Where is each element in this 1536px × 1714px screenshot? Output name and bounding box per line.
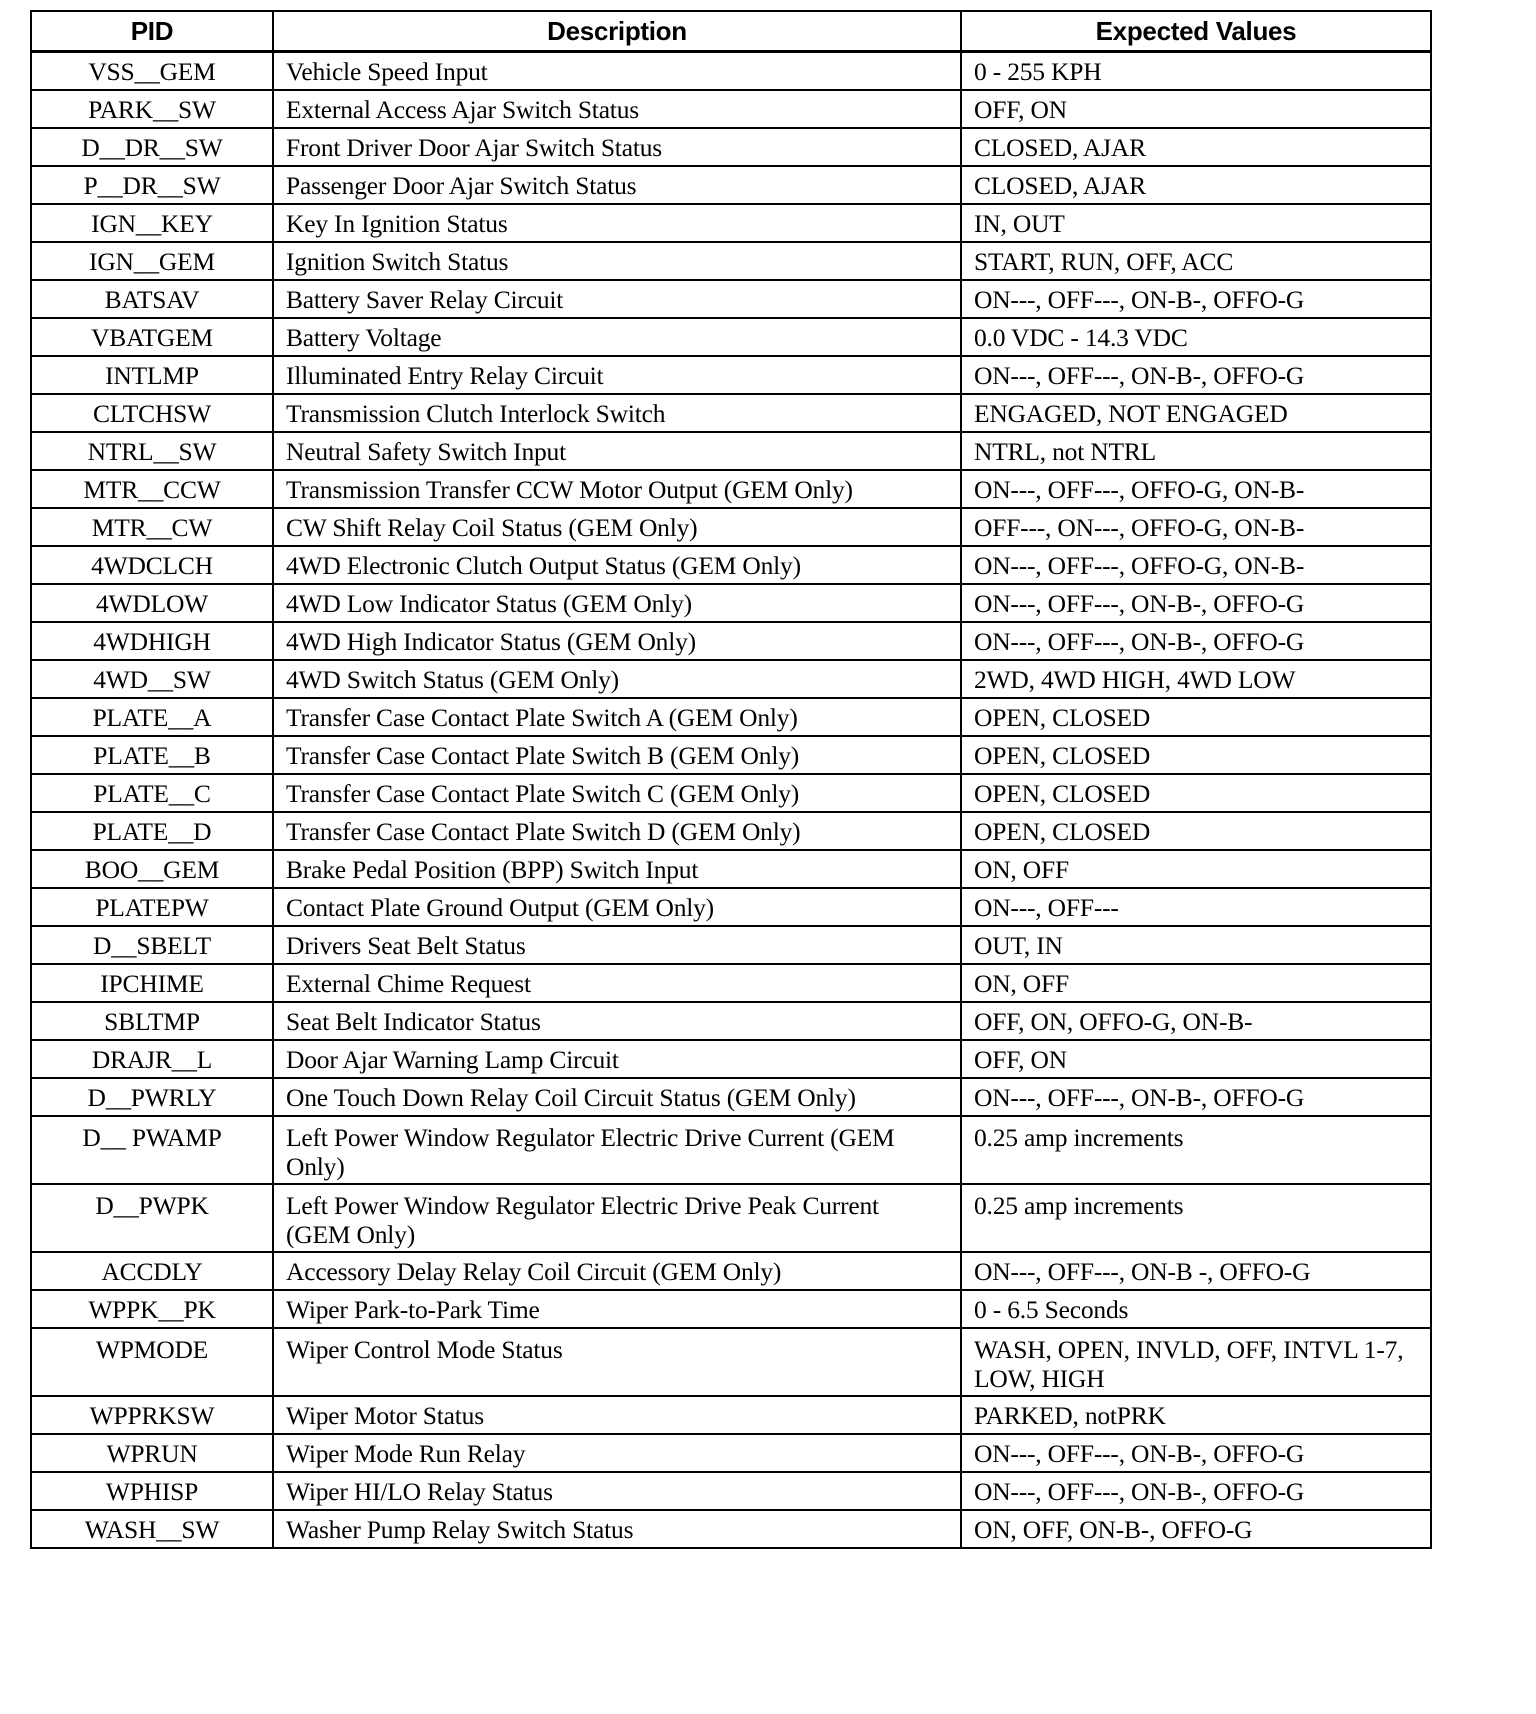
pid-cell: WPHISP bbox=[31, 1472, 273, 1510]
pid-cell: D__SBELT bbox=[31, 926, 273, 964]
table-row bbox=[31, 318, 1431, 356]
table-row bbox=[31, 660, 1431, 698]
pid-cell: PLATE__C bbox=[31, 774, 273, 812]
expected-values-cell: OFF, ON bbox=[961, 1040, 1431, 1078]
pid-cell: WPRUN bbox=[31, 1434, 273, 1472]
pid-cell: NTRL__SW bbox=[31, 432, 273, 470]
description-cell: Wiper Park-to-Park Time bbox=[273, 1290, 961, 1328]
description-cell: Drivers Seat Belt Status bbox=[273, 926, 961, 964]
pid-cell: CLTCHSW bbox=[31, 394, 273, 432]
header-pid: PID bbox=[31, 11, 273, 52]
pid-cell: 4WDLOW bbox=[31, 584, 273, 622]
pid-cell: ACCDLY bbox=[31, 1252, 273, 1290]
table-row bbox=[31, 812, 1431, 850]
description-cell: Battery Saver Relay Circuit bbox=[273, 280, 961, 318]
table-row bbox=[31, 1116, 1431, 1184]
table-row bbox=[31, 774, 1431, 812]
description-cell: Door Ajar Warning Lamp Circuit bbox=[273, 1040, 961, 1078]
description-cell: Accessory Delay Relay Coil Circuit (GEM Only) bbox=[273, 1252, 961, 1290]
table-row bbox=[31, 1078, 1431, 1116]
header-row bbox=[31, 11, 1431, 52]
description-cell: Seat Belt Indicator Status bbox=[273, 1002, 961, 1040]
table-row bbox=[31, 470, 1431, 508]
description-cell: Transfer Case Contact Plate Switch D (GEM Only) bbox=[273, 812, 961, 850]
pid-cell: DRAJR__L bbox=[31, 1040, 273, 1078]
description-cell: Passenger Door Ajar Switch Status bbox=[273, 166, 961, 204]
pid-cell: D__DR__SW bbox=[31, 128, 273, 166]
description-cell: Ignition Switch Status bbox=[273, 242, 961, 280]
description-cell: Transfer Case Contact Plate Switch B (GEM Only) bbox=[273, 736, 961, 774]
expected-values-cell: OPEN, CLOSED bbox=[961, 698, 1431, 736]
expected-values-cell: 0 - 255 KPH bbox=[961, 52, 1431, 90]
pid-cell: WPMODE bbox=[31, 1328, 273, 1396]
pid-cell: MTR__CCW bbox=[31, 470, 273, 508]
pid-cell: IPCHIME bbox=[31, 964, 273, 1002]
description-cell: Wiper Mode Run Relay bbox=[273, 1434, 961, 1472]
expected-values-cell: WASH, OPEN, INVLD, OFF, INTVL 1-7, LOW, HIGH bbox=[961, 1328, 1431, 1396]
description-cell: One Touch Down Relay Coil Circuit Status (GEM Only) bbox=[273, 1078, 961, 1116]
table-row bbox=[31, 1472, 1431, 1510]
table-row bbox=[31, 888, 1431, 926]
pid-cell: PARK__SW bbox=[31, 90, 273, 128]
description-cell: 4WD High Indicator Status (GEM Only) bbox=[273, 622, 961, 660]
pid-cell: WPPK__PK bbox=[31, 1290, 273, 1328]
pid-cell: BATSAV bbox=[31, 280, 273, 318]
expected-values-cell: ENGAGED, NOT ENGAGED bbox=[961, 394, 1431, 432]
expected-values-cell: PARKED, notPRK bbox=[961, 1396, 1431, 1434]
table-row bbox=[31, 1510, 1431, 1548]
pid-cell: P__DR__SW bbox=[31, 166, 273, 204]
table-row bbox=[31, 1328, 1431, 1396]
description-cell: Wiper Control Mode Status bbox=[273, 1328, 961, 1396]
description-cell: Left Power Window Regulator Electric Drive Peak Current (GEM Only) bbox=[273, 1184, 961, 1252]
description-cell: Front Driver Door Ajar Switch Status bbox=[273, 128, 961, 166]
pid-cell: PLATE__D bbox=[31, 812, 273, 850]
table-row bbox=[31, 204, 1431, 242]
expected-values-cell: ON, OFF bbox=[961, 964, 1431, 1002]
expected-values-cell: CLOSED, AJAR bbox=[961, 166, 1431, 204]
description-cell: Washer Pump Relay Switch Status bbox=[273, 1510, 961, 1548]
expected-values-cell: ON---, OFF---, OFFO-G, ON-B- bbox=[961, 546, 1431, 584]
table-row bbox=[31, 1434, 1431, 1472]
pid-cell: MTR__CW bbox=[31, 508, 273, 546]
table-row bbox=[31, 432, 1431, 470]
header-description: Description bbox=[273, 11, 961, 52]
pid-cell: D__PWRLY bbox=[31, 1078, 273, 1116]
table-header bbox=[31, 11, 1431, 52]
table-row bbox=[31, 90, 1431, 128]
description-cell: Key In Ignition Status bbox=[273, 204, 961, 242]
pid-table bbox=[30, 10, 1432, 1549]
expected-values-cell: 2WD, 4WD HIGH, 4WD LOW bbox=[961, 660, 1431, 698]
expected-values-cell: OFF, ON, OFFO-G, ON-B- bbox=[961, 1002, 1431, 1040]
expected-values-cell: ON, OFF bbox=[961, 850, 1431, 888]
expected-values-cell: OPEN, CLOSED bbox=[961, 736, 1431, 774]
pid-cell: INTLMP bbox=[31, 356, 273, 394]
pid-cell: PLATE__A bbox=[31, 698, 273, 736]
description-cell: Brake Pedal Position (BPP) Switch Input bbox=[273, 850, 961, 888]
table-row bbox=[31, 964, 1431, 1002]
table-row bbox=[31, 1290, 1431, 1328]
pid-cell: IGN__KEY bbox=[31, 204, 273, 242]
expected-values-cell: ON, OFF, ON-B-, OFFO-G bbox=[961, 1510, 1431, 1548]
description-cell: CW Shift Relay Coil Status (GEM Only) bbox=[273, 508, 961, 546]
table-body bbox=[31, 52, 1431, 1548]
table-row bbox=[31, 166, 1431, 204]
table-row bbox=[31, 850, 1431, 888]
table-row bbox=[31, 128, 1431, 166]
pid-cell: IGN__GEM bbox=[31, 242, 273, 280]
table-row bbox=[31, 546, 1431, 584]
description-cell: Wiper Motor Status bbox=[273, 1396, 961, 1434]
table-row bbox=[31, 52, 1431, 90]
table-row bbox=[31, 698, 1431, 736]
table-row bbox=[31, 242, 1431, 280]
description-cell: Transmission Clutch Interlock Switch bbox=[273, 394, 961, 432]
table-row bbox=[31, 394, 1431, 432]
pid-cell: SBLTMP bbox=[31, 1002, 273, 1040]
expected-values-cell: 0.25 amp increments bbox=[961, 1116, 1431, 1184]
table-row bbox=[31, 584, 1431, 622]
pid-cell: WASH__SW bbox=[31, 1510, 273, 1548]
expected-values-cell: 0.0 VDC - 14.3 VDC bbox=[961, 318, 1431, 356]
pid-cell: 4WDCLCH bbox=[31, 546, 273, 584]
table-row bbox=[31, 1040, 1431, 1078]
pid-cell: VBATGEM bbox=[31, 318, 273, 356]
expected-values-cell: ON---, OFF---, ON-B -, OFFO-G bbox=[961, 1252, 1431, 1290]
description-cell: Battery Voltage bbox=[273, 318, 961, 356]
pid-cell: 4WDHIGH bbox=[31, 622, 273, 660]
description-cell: Left Power Window Regulator Electric Drive Current (GEM Only) bbox=[273, 1116, 961, 1184]
table-row bbox=[31, 356, 1431, 394]
table-row bbox=[31, 1184, 1431, 1252]
description-cell: Illuminated Entry Relay Circuit bbox=[273, 356, 961, 394]
expected-values-cell: NTRL, not NTRL bbox=[961, 432, 1431, 470]
header-expected-values: Expected Values bbox=[961, 11, 1431, 52]
expected-values-cell: START, RUN, OFF, ACC bbox=[961, 242, 1431, 280]
expected-values-cell: OPEN, CLOSED bbox=[961, 812, 1431, 850]
expected-values-cell: ON---, OFF---, ON-B-, OFFO-G bbox=[961, 356, 1431, 394]
expected-values-cell: OUT, IN bbox=[961, 926, 1431, 964]
description-cell: External Access Ajar Switch Status bbox=[273, 90, 961, 128]
pid-cell: 4WD__SW bbox=[31, 660, 273, 698]
table-row bbox=[31, 280, 1431, 318]
description-cell: Neutral Safety Switch Input bbox=[273, 432, 961, 470]
description-cell: 4WD Switch Status (GEM Only) bbox=[273, 660, 961, 698]
expected-values-cell: ON---, OFF--- bbox=[961, 888, 1431, 926]
description-cell: Vehicle Speed Input bbox=[273, 52, 961, 90]
expected-values-cell: IN, OUT bbox=[961, 204, 1431, 242]
expected-values-cell: ON---, OFF---, ON-B-, OFFO-G bbox=[961, 280, 1431, 318]
expected-values-cell: OPEN, CLOSED bbox=[961, 774, 1431, 812]
expected-values-cell: ON---, OFF---, ON-B-, OFFO-G bbox=[961, 1078, 1431, 1116]
table-row bbox=[31, 1396, 1431, 1434]
pid-cell: PLATE__B bbox=[31, 736, 273, 774]
pid-cell: PLATEPW bbox=[31, 888, 273, 926]
expected-values-cell: ON---, OFF---, OFFO-G, ON-B- bbox=[961, 470, 1431, 508]
expected-values-cell: OFF, ON bbox=[961, 90, 1431, 128]
table-row bbox=[31, 508, 1431, 546]
expected-values-cell: ON---, OFF---, ON-B-, OFFO-G bbox=[961, 1434, 1431, 1472]
expected-values-cell: 0 - 6.5 Seconds bbox=[961, 1290, 1431, 1328]
description-cell: 4WD Electronic Clutch Output Status (GEM Only) bbox=[273, 546, 961, 584]
description-cell: Transfer Case Contact Plate Switch C (GEM Only) bbox=[273, 774, 961, 812]
pid-cell: WPPRKSW bbox=[31, 1396, 273, 1434]
pid-cell: D__PWPK bbox=[31, 1184, 273, 1252]
description-cell: Transmission Transfer CCW Motor Output (GEM Only) bbox=[273, 470, 961, 508]
pid-cell: VSS__GEM bbox=[31, 52, 273, 90]
table-row bbox=[31, 1002, 1431, 1040]
expected-values-cell: 0.25 amp increments bbox=[961, 1184, 1431, 1252]
expected-values-cell: ON---, OFF---, ON-B-, OFFO-G bbox=[961, 622, 1431, 660]
expected-values-cell: ON---, OFF---, ON-B-, OFFO-G bbox=[961, 1472, 1431, 1510]
table-row bbox=[31, 622, 1431, 660]
expected-values-cell: ON---, OFF---, ON-B-, OFFO-G bbox=[961, 584, 1431, 622]
pid-cell: BOO__GEM bbox=[31, 850, 273, 888]
expected-values-cell: OFF---, ON---, OFFO-G, ON-B- bbox=[961, 508, 1431, 546]
table-row bbox=[31, 1252, 1431, 1290]
expected-values-cell: CLOSED, AJAR bbox=[961, 128, 1431, 166]
table-row bbox=[31, 736, 1431, 774]
description-cell: Wiper HI/LO Relay Status bbox=[273, 1472, 961, 1510]
description-cell: Transfer Case Contact Plate Switch A (GEM Only) bbox=[273, 698, 961, 736]
description-cell: 4WD Low Indicator Status (GEM Only) bbox=[273, 584, 961, 622]
table-row bbox=[31, 926, 1431, 964]
description-cell: Contact Plate Ground Output (GEM Only) bbox=[273, 888, 961, 926]
description-cell: External Chime Request bbox=[273, 964, 961, 1002]
pid-cell: D__ PWAMP bbox=[31, 1116, 273, 1184]
